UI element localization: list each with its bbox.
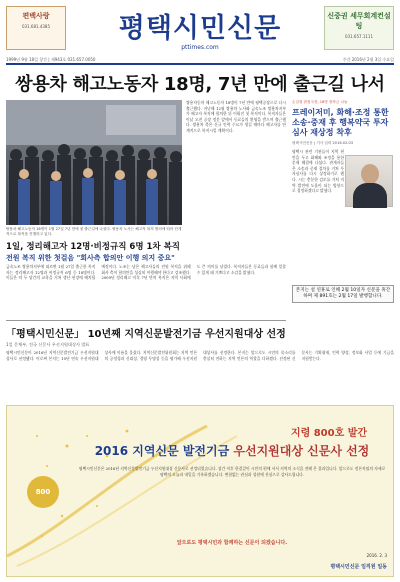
issue-info-left: 1999년 9월 18일 창간 | 제943호 031.657.0050 [6,57,96,62]
portrait-photo [345,155,393,207]
section-rule [6,320,286,321]
lead-story-body: 쌍용자동차 해고노동자 18명이 7년 만에 평택공장으로 다시 출근했다. 지난해 12월 쌍용차 노사와 금속노조 쌍용차지부가 해고자 복직에 합의한 뒤 이뤄진 첫 복직이다. 복직자들은 이날 오전 공장 정문 앞에서 동료들의 환영을 받으며 출근했다. 쌍용차 측은 신규 인력 수요가 생길 때마다 해고자를 단계적으로 복직시킬 계획이다. [186,100,286,133]
ad-body: 평택시민신문은 2016년 지역신문발전기금 우선지원대상 신문사로 선정되었습니다. 창간 이후 한결같이 시민의 편에 서서 지역의 소식을 전해 온 결과입니다. 앞으로도 정론직필의 자세로 평택의 오늘과 내일을 기록하겠습니다. 변함없는 관심과 성원에 진심으로 감사드립니다. [78,466,386,477]
story3-subhead: 1일 문체부, 전국 신문사 우선지원대상사 발표 [6,342,90,347]
story3-headline[interactable]: 「평택시민신문」 10년째 지역신문발전기금 우선지원대상 선정 [6,329,286,340]
photo-caption: 쌍용차 해고노동자 18명이 1월 27일 7년 만에 첫 출근길에 나섰다. 쌍용차 노사는 해고자 복직 합의에 따라 단계적으로 복직을 진행하고 있다. [6,227,182,236]
ad-signature: 평택시민신문 임직원 일동 [330,564,387,570]
ad-title-mid: 지역신문 발전기금 [132,444,230,458]
main-headline[interactable]: 쌍용차 해고노동자 18명, 7년 만에 출근길 나서 [15,74,385,95]
story2-headline[interactable]: 1일, 정리해고자 12명·비정규직 6명 1차 복직 [6,242,180,252]
side-story-body: 평택시 관련 기관들이 지역 현안을 두고 화해와 조정을 통한 문제 해결에 나섰다. 관계자들은 소송과 중재 절차를 거쳐 투자심사를 다시 상정하기로 했다. 시는 충분한 검토를 거쳐 지역 발전에 도움이 되는 방향으로 결정하겠다고 밝혔다. [292,149,344,194]
ad-left-title: 편백사랑 [22,12,50,20]
story3-body: 평택시민신문이 2016년 지역신문발전기금 우선지원대상사로 선정됐다. 이로써 본지는 10년 연속 우선지원대상사에 이름을 올렸다. 지역신문발전위원회는 지역 언론의 공정성과 신뢰성, 경영 투명성 등을 평가해 우선지원대상사를 선정한다. 본지는 앞으로도 시민의 목소리를 충실히 전하는 지역 언론의 역할을 다하겠다. 선정된 신문사는 기획취재, 인력 양성, 정보화 사업 등에 기금을 지원받는다. [6,350,394,361]
ad-right-sub: 031.657.1111 [345,34,373,39]
anniversary-ad[interactable] [6,405,394,577]
anniversary-coin-icon: 800 [27,476,59,508]
masthead-rule [6,63,394,65]
ad-highlight: 앞으로도 평택시민과 함께하는 신문이 되겠습니다. [176,540,288,546]
crowd-illustration [6,100,182,225]
ad-title [77,442,387,459]
ad-right-banner[interactable] [324,6,394,50]
masthead [0,0,400,62]
issue-info-right: 주간 2016년 2월 3일 수요일 [342,57,394,62]
side-story-kicker[interactable]: 손일형 편집국장, 16명 장학금 나눔 [292,100,348,104]
workers-photo [6,100,182,225]
portrait-body [353,183,387,208]
ad-right-title: 신중권 세무회계컨설팅 [327,12,391,30]
side-story-headline[interactable]: 프레이저미, 화해·조정 통한 소송·중재 후 행복약국 투자심사 재상정 착후 [292,108,389,137]
holiday-notice: 본지는 설 연휴로 인해 2월 10일자 신문을 휴간하며 제 891호는 2월 17일 발행합니다. [292,285,394,303]
portrait-head [361,164,379,184]
ad-tag: 지령 800호 발간 [290,428,368,439]
ad-title-emphasis: 우선지원대상 신문사 선정 [233,444,370,458]
story2-subhead: 전원 복직 위한 첫걸음 "회사측 합의안 이행 의지 중요" [6,254,175,262]
ad-left-sub: 031.681.4385 [22,24,50,29]
newspaper-logo: 평택시민신문 [118,13,282,44]
ad-date: 2016. 2. 3 [366,553,387,558]
site-url[interactable]: pttimes.com [181,44,219,51]
ad-left-banner[interactable] [6,6,66,50]
side-story-byline: 평택시민신문 | 기사 입력 2016.02.03 [292,141,354,145]
ad-title-year: 2016 [94,444,129,458]
story2-body: 금속노조 쌍용차지부에 따르면 1월 27일 출근한 복직자는 정리해고자 12명과 비정규직 6명 등 18명이다. 이들은 약 두 달간의 교육을 거쳐 생산 현장에 배치될 예정이다. 노조는 남은 해고자들의 전원 복직을 위해 회사 측이 합의안을 성실히 이행해야 한다고 강조했다. 2009년 정리해고 이후 7년 만의 복직은 지역 사회에도 큰 의미를 남겼다. 복직자들은 동료들과 함께 일할 수 있게 돼 기쁘다고 소감을 밝혔다. [6,264,286,281]
